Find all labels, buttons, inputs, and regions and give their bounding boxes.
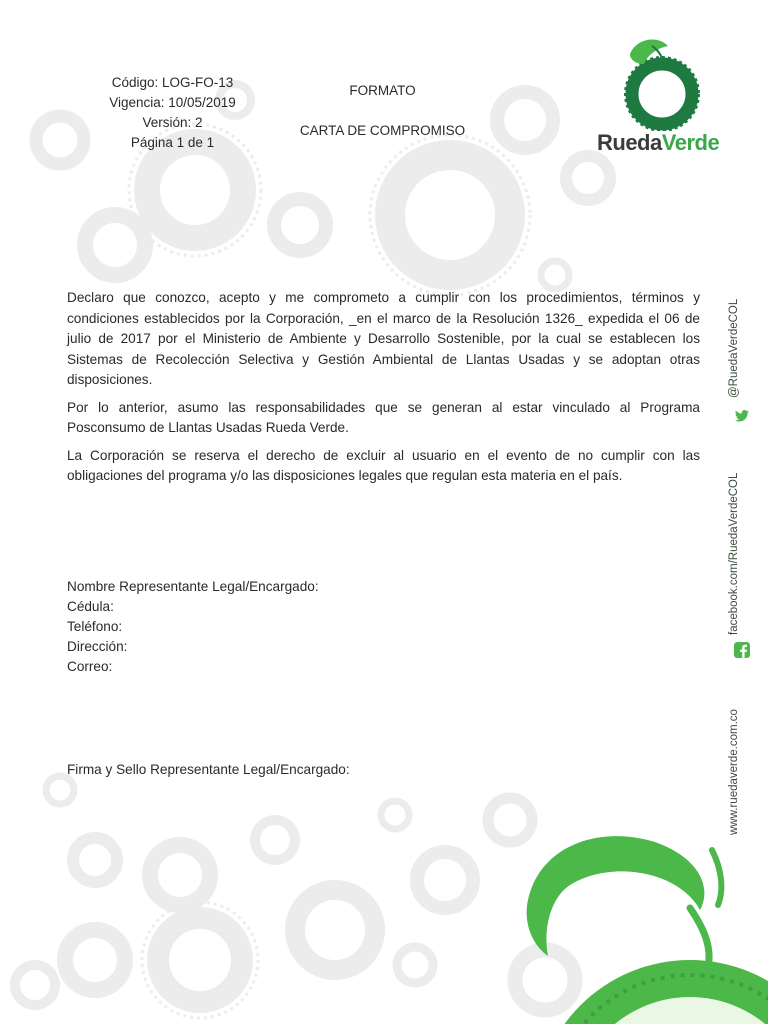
telefono-field-label: Teléfono: [67, 619, 123, 634]
signature-label: Firma y Sello Representante Legal/Encargado: [67, 762, 350, 777]
representative-fields [67, 577, 319, 677]
version-label: Versión: 2 [142, 115, 203, 130]
brand-part1: Rueda [597, 130, 662, 155]
cedula-field-label: Cédula: [67, 599, 114, 614]
formato-label: FORMATO [349, 83, 416, 98]
codigo-label: Código: LOG-FO-13 [111, 75, 234, 90]
nombre-field-label: Nombre Representante Legal/Encargado: [67, 579, 319, 594]
vigencia-label: Vigencia: 10/05/2019 [109, 95, 236, 110]
ruedaverde-logo [588, 36, 738, 166]
brand-wordmark [597, 130, 719, 156]
paragraph-1: Declaro que conozco, acepto y me comprometo a cumplir con los procedimientos, términos y condiciones establecidos por la Corporación, _en el marco de la Resolución 1326_ expedida el 06 de julio de 2017 por el Ministerio de Ambiente y Desarrollo Sostenible, por la cual se establecen los Sistemas de Recolección Selectiva y Gestión Ambiental de Llantas Usadas y se adoptan otras disposiciones. [67, 290, 700, 387]
carta-title: CARTA DE COMPROMISO [299, 123, 466, 138]
pagina-label: Página 1 de 1 [130, 135, 215, 150]
paragraph-2: Por lo anterior, asumo las responsabilidades que se generan al estar vinculado al Programa Posconsumo de Llantas Usadas Rueda Verde. [67, 399, 700, 435]
correo-field-label: Correo: [67, 659, 113, 674]
document-metadata [70, 73, 275, 153]
commitment-text [67, 288, 700, 494]
brand-part2: Verde [661, 130, 720, 155]
facebook-url: facebook.com/RuedaVerdeCOL [728, 472, 740, 635]
document-title [285, 81, 480, 141]
social-sidebar [720, 280, 764, 840]
paragraph-3: La Corporación se reserva el derecho de excluir al usuario en el evento de no cumplir con las obligaciones del programa y/o las disposiciones legales que regulan esta materia en el país. [67, 447, 700, 483]
twitter-icon [734, 408, 750, 424]
direccion-field-label: Dirección: [67, 639, 128, 654]
facebook-icon [734, 642, 750, 658]
website-url: www.ruedaverde.com.co [728, 709, 740, 835]
tire-leaf-icon [588, 36, 738, 131]
twitter-handle: @RuedaVerdeCOL [728, 298, 740, 398]
